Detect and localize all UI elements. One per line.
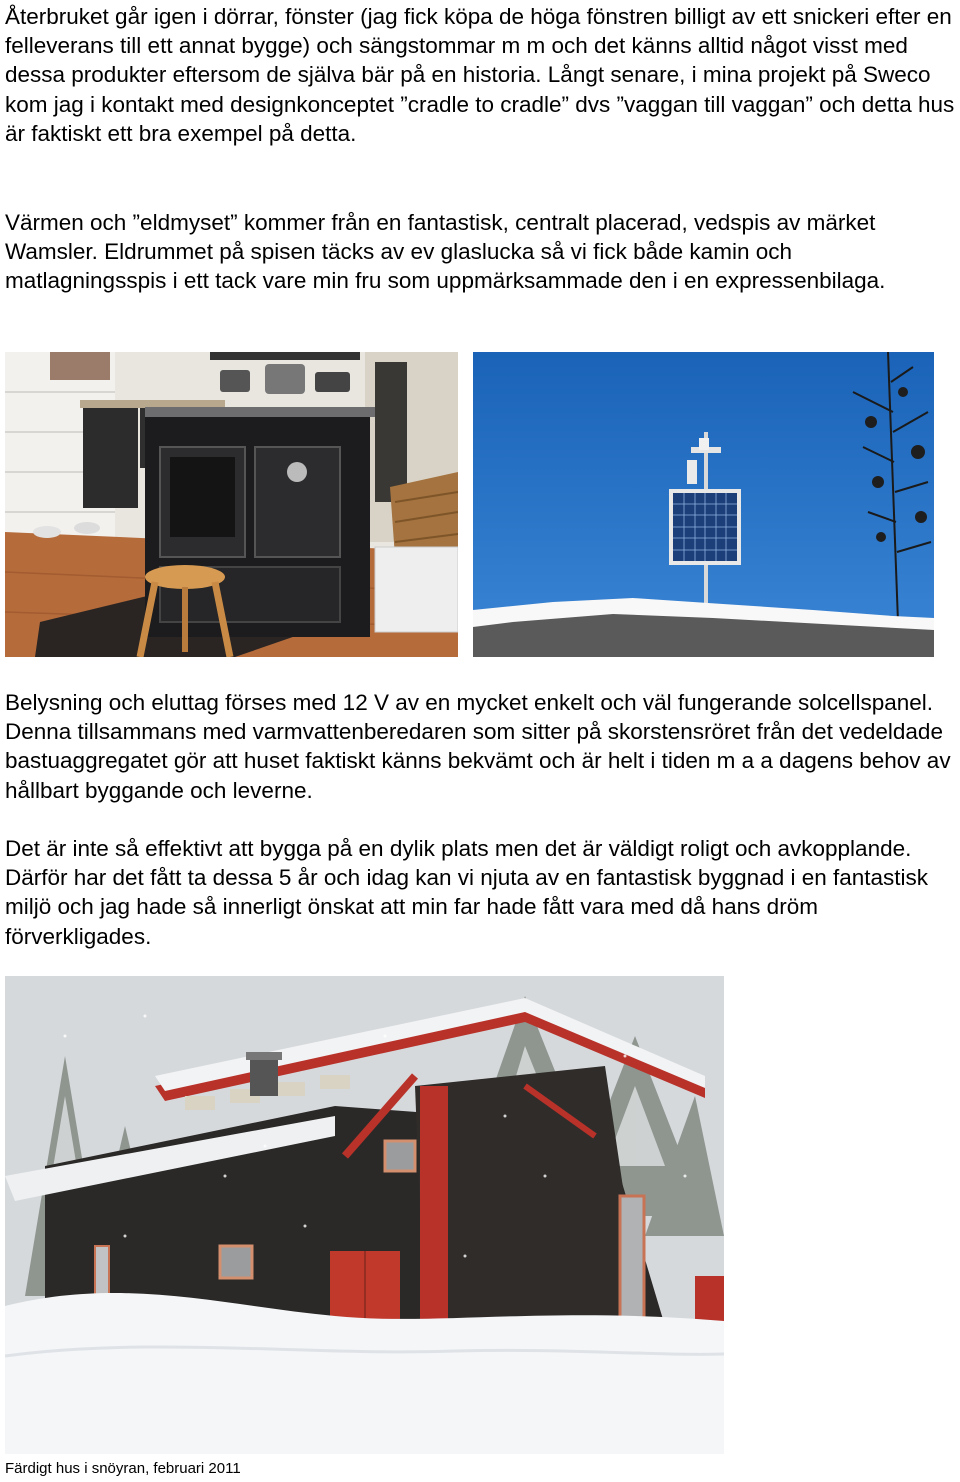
paragraph-solar: Belysning och eluttag förses med 12 V av en mycket enkelt och väl fungerande solcellspanel. Denna tillsammans med varmvattenberedaren som sitter på skorstensröret från det vedeldade bastuaggregatet gör att huset faktiskt känns bekvämt och är helt i tiden m a a dagens behov av hållbart byggande och leverne. — [5, 690, 951, 803]
stove-photo — [5, 352, 458, 657]
paragraph-stove: Värmen och ”eldmyset” kommer från en fantastisk, centralt placerad, vedspis av märket Wamsler. Eldrummet på spisen täcks av ev glaslucka så vi fick både kamin och matlagningsspis i ett tack vare min fru som uppmärksammade den i en expressenbilaga. — [5, 210, 886, 294]
photo-caption: Färdigt hus i snöyran, februari 2011 — [5, 1460, 241, 1477]
paragraph-conclusion: Det är inte så effektivt att bygga på en dylik plats men det är väldigt roligt och avkopplande. Därför har det fått ta dessa 5 år och idag kan vi njuta av en fantastisk byggnad i en fantastisk miljö och jag hade så innerligt önskat att min far hade fått vara med då hans dröm förverkligades. — [5, 836, 929, 949]
paragraph-reuse: Återbruket går igen i dörrar, fönster (jag fick köpa de höga fönstren billigt av ett snickeri efter en felleverans till ett annat bygge) och sängstommar m m och det känns alltid något visst med dessa produkter eftersom de själva bär på en historia. Långt senare, i mina projekt på Sweco kom jag i kontakt med designkonceptet ”cradle to cradle” dvs ”vaggan till vaggan” och detta hus är faktiskt ett bra exempel på detta. — [5, 4, 955, 146]
house-photo — [5, 976, 724, 1454]
solar-panel-photo — [473, 352, 934, 657]
